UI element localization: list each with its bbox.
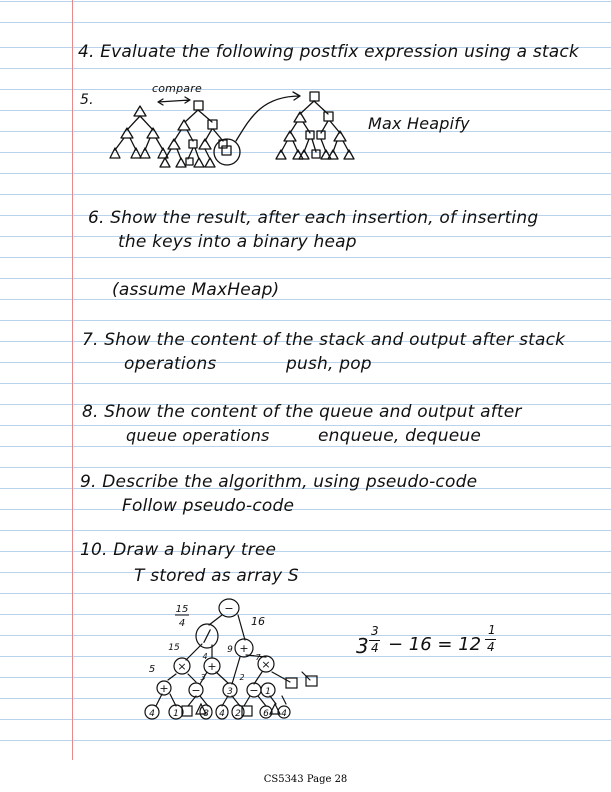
- question-10-line-2: T stored as array S: [134, 566, 299, 586]
- tree-annot-4: 4: [178, 618, 186, 629]
- tree-leaf-g: 1: [265, 687, 271, 697]
- question-9-line-2: Follow pseudo-code: [122, 496, 295, 516]
- question-9-line-1: 9. Describe the algorithm, using pseudo-code: [80, 472, 478, 492]
- tree-annot-9: 9: [227, 645, 233, 655]
- question-7-line-2b: push, pop: [286, 354, 372, 374]
- tree-annot-15b: 15: [168, 643, 180, 653]
- question-7-line-2a: operations: [124, 354, 217, 374]
- question-4: 4. Evaluate the following postfix expression using a stack: [78, 42, 579, 62]
- tree-annot-5: 5: [148, 664, 156, 675]
- tree-times2-label: ×: [261, 658, 271, 671]
- tree-annot-16: 16: [251, 615, 265, 628]
- tree-minus-label: −: [191, 684, 201, 697]
- tree-plus3-label: +: [159, 682, 169, 695]
- tree-plus-label: +: [239, 642, 249, 655]
- tree-leaf-e: 4: [281, 709, 287, 719]
- mixed-number-equation: [356, 622, 556, 662]
- eq-num: 3: [371, 624, 379, 638]
- tree-annot-3: 3: [200, 673, 206, 682]
- tree-div-label: /: [204, 626, 210, 645]
- question-6-line-1: 6. Show the result, after each insertion, of inserting: [88, 208, 539, 228]
- tree-leaf-b: 1: [173, 709, 179, 719]
- tree-leaf-h: 2: [235, 709, 241, 719]
- tree-annot-15: 15: [175, 604, 189, 615]
- tree-annot-4b: 4: [202, 652, 208, 661]
- eq-num2: 1: [488, 623, 496, 637]
- eq-den: 4: [371, 641, 379, 655]
- tree-minus2-label: −: [249, 684, 259, 697]
- tree-annot-2: 2: [239, 673, 245, 682]
- tree-root-label: −: [224, 602, 234, 615]
- tree-leaf-a: 4: [149, 709, 155, 719]
- tree-leaf-c: 8: [203, 709, 209, 719]
- eq-rest: − 16 = 12: [388, 634, 482, 655]
- question-6-line-3: (assume MaxHeap): [112, 280, 280, 300]
- question-5-number: 5.: [80, 92, 94, 108]
- tree-annot-7: 7: [255, 653, 261, 662]
- eq-den2: 4: [487, 640, 495, 654]
- question-6-line-2: the keys into a binary heap: [118, 232, 357, 252]
- tree-plus2-label: +: [207, 660, 217, 673]
- question-7-line-1: 7. Show the content of the stack and output after stack: [82, 330, 566, 350]
- tree-times-label: ×: [177, 660, 187, 673]
- question-8-line-2a: queue operations: [126, 426, 270, 445]
- compare-label: compare: [152, 82, 202, 95]
- eq-whole: 3: [356, 634, 369, 658]
- tree-leaf-d: 4: [219, 709, 225, 719]
- page-footer: CS5343 Page 28: [263, 774, 348, 785]
- question-8-line-2b: enqueue, dequeue: [318, 426, 482, 446]
- question-8-line-1: 8. Show the content of the queue and output after: [82, 402, 522, 422]
- question-10-line-1: 10. Draw a binary tree: [80, 540, 277, 560]
- max-heapify-label: Max Heapify: [368, 114, 470, 133]
- tree-leaf-f: 3: [227, 687, 233, 697]
- tree-leaf-i: 6: [263, 709, 269, 719]
